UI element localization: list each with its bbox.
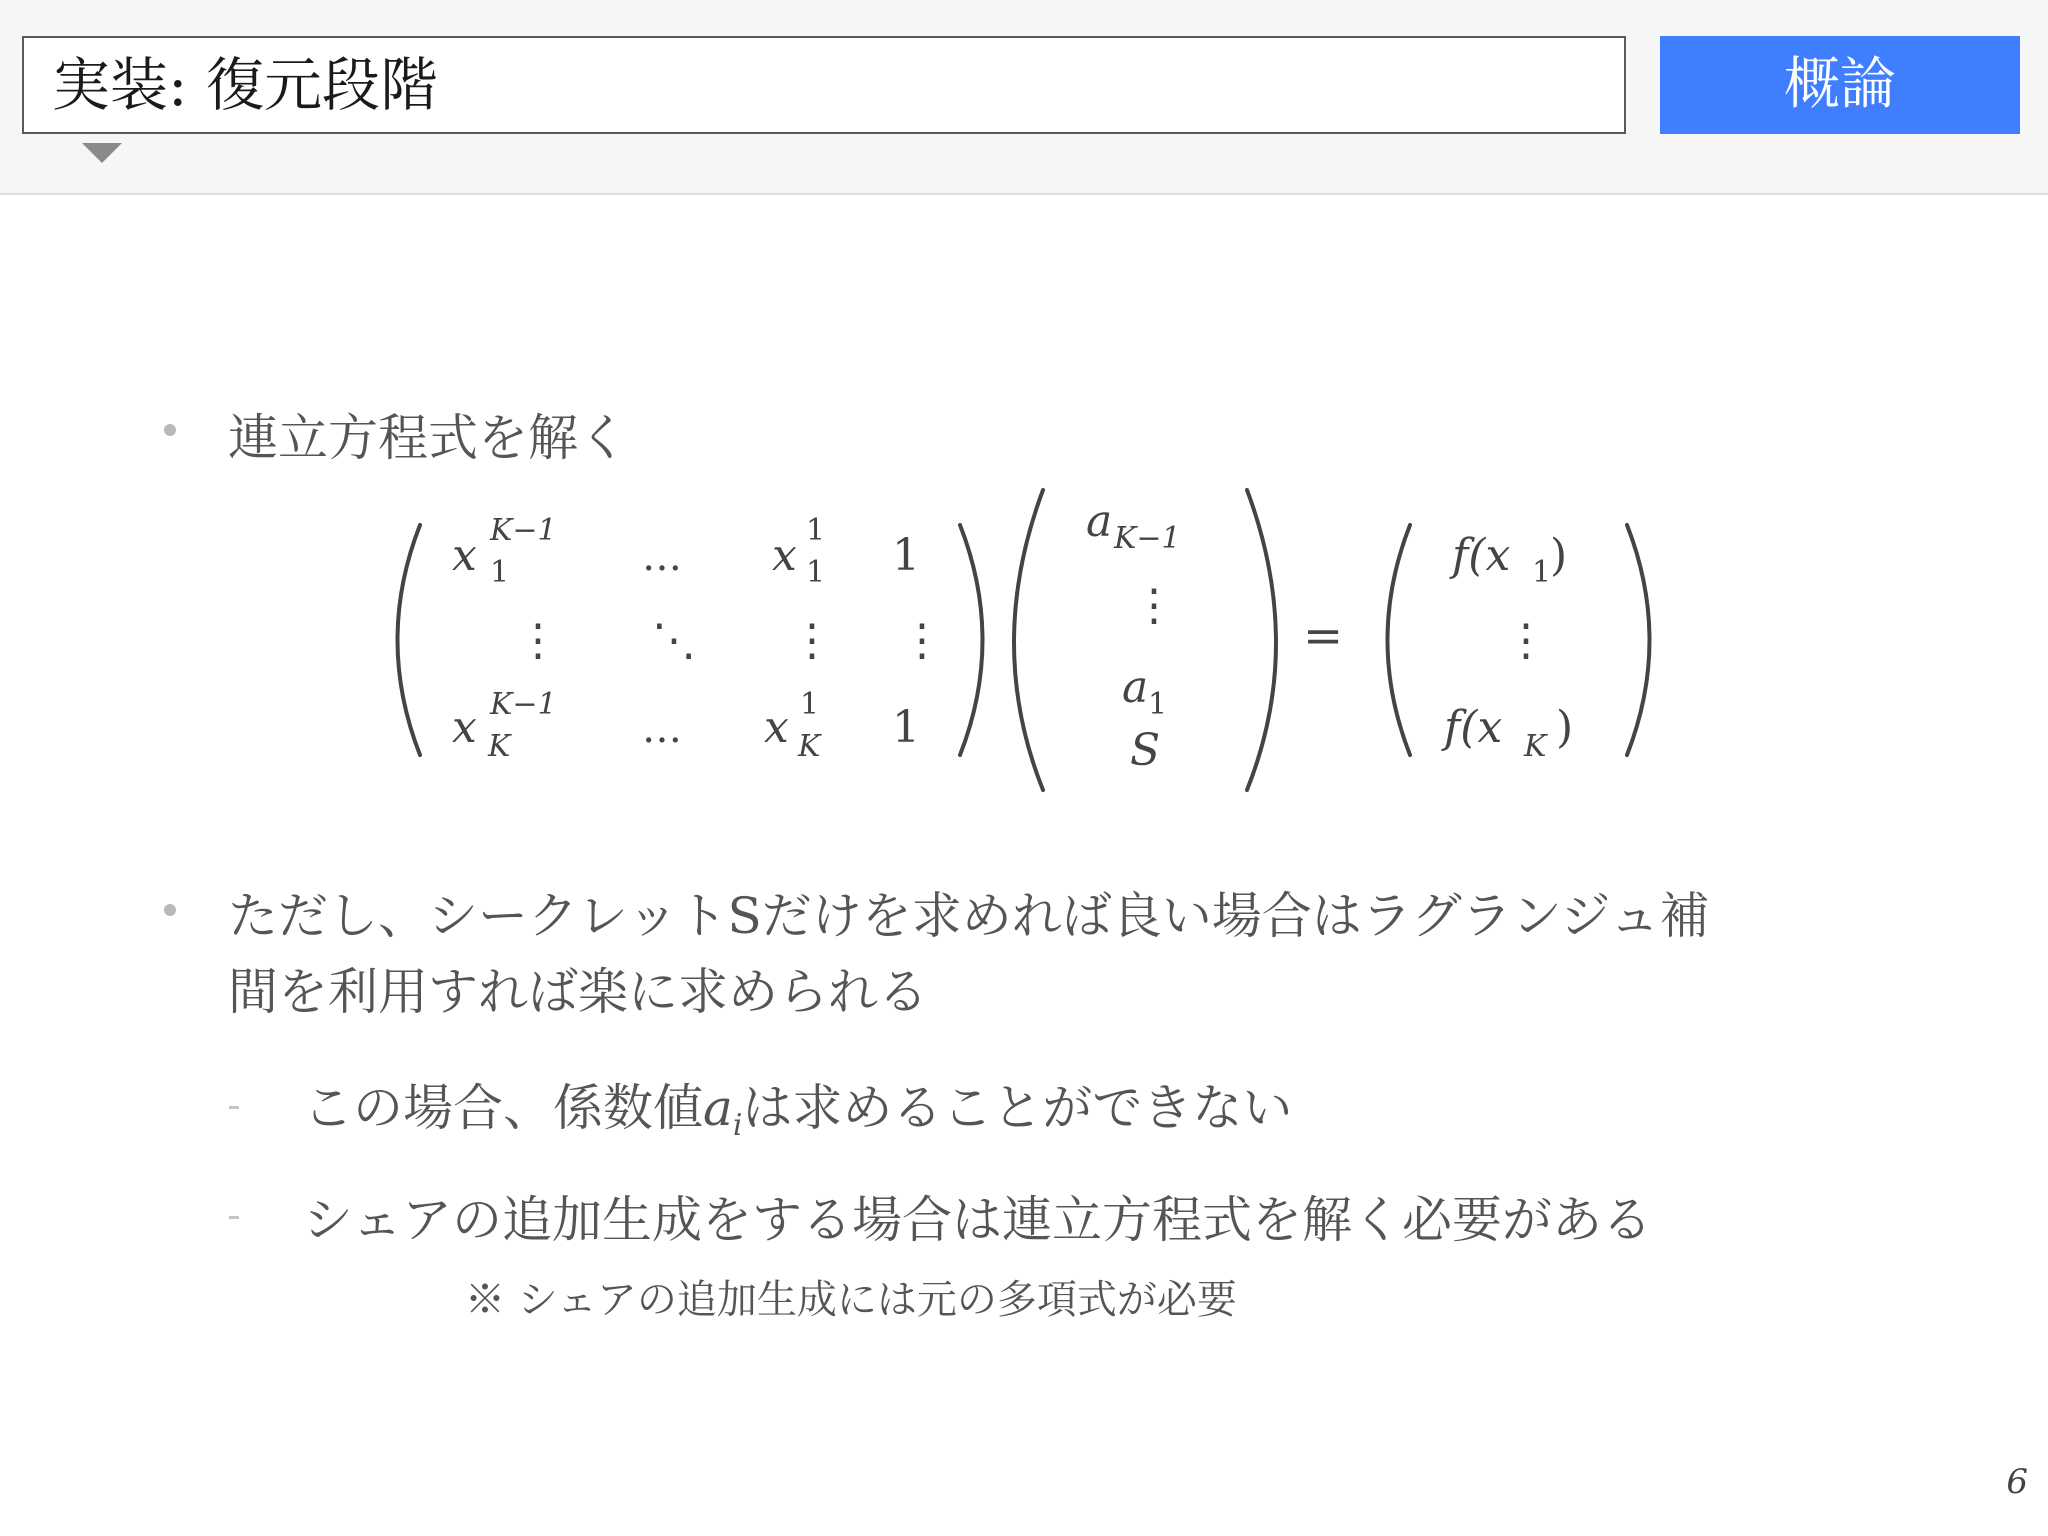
sub-bullet-dash-icon [229, 1106, 239, 1109]
footnote: ※ シェアの追加生成には元の多項式が必要 [465, 1277, 1237, 1323]
title-pointer-icon [82, 143, 122, 163]
matrix-cell-r3c3: x [764, 702, 789, 753]
rhs-entry-f-x1-sub: 1 [1532, 555, 1552, 590]
rhs-entry-vdots: ⋮ [1504, 615, 1548, 666]
bullet-text-2-line1: ただし、シークレットSだけを求めれば良い場合はラグランジュ補 [228, 887, 1710, 945]
vector-entry-a1: a [1122, 662, 1149, 713]
slide-title: 実装: 復元段階 [22, 36, 1626, 134]
vector-entry-a1-sub: 1 [1148, 687, 1168, 722]
matrix-cell-r2c1: ⋮ [516, 615, 560, 666]
coefficient-symbol: a [703, 1079, 733, 1137]
matrix-cell-r3c1-sub: K [488, 729, 511, 764]
rhs-entry-f-x1: f(x [1452, 530, 1511, 581]
section-button[interactable]: 概論 [1660, 36, 2020, 134]
bullet-dot-icon [164, 424, 176, 436]
rhs-entry-f-xK: f(x [1444, 702, 1503, 753]
matrix-cell-r2c2: ⋱ [652, 615, 696, 666]
matrix-cell-r1c3: x [772, 530, 797, 581]
vector-entry-vdots: ⋮ [1132, 580, 1176, 631]
vector-left-paren [1014, 490, 1043, 790]
page-number: 6 [2006, 1462, 2028, 1502]
matrix-cell-r3c4: 1 [892, 702, 920, 753]
rhs-entry-f-x1-close: ) [1550, 530, 1568, 581]
matrix-cell-r3c3-sub: K [798, 729, 821, 764]
vector-entry-aK-1: a [1086, 496, 1113, 547]
sub-bullet-dash-icon [229, 1216, 239, 1219]
matrix-cell-r2c4: ⋮ [900, 615, 944, 666]
matrix-cell-r2c3: ⋮ [790, 615, 834, 666]
coefficient-subscript: i [732, 1108, 743, 1143]
matrix-cell-r1c1-sup: K−1 [490, 513, 557, 548]
rhs-entry-f-xK-close: ) [1556, 702, 1574, 753]
matrix-cell-r1c1: x [452, 530, 477, 581]
sub-item-1 [303, 1068, 1292, 1143]
bullet-dot-icon [164, 904, 176, 916]
matrix-cell-r3c1-sup: K−1 [490, 687, 557, 722]
vector-right-paren [1247, 490, 1276, 790]
sub-item-1-post: は求めることができない [742, 1079, 1293, 1137]
linear-system-equation [370, 470, 1680, 810]
matrix-right-paren [960, 525, 983, 755]
bullet-text-1: 連立方程式を解く [228, 409, 628, 467]
matrix-left-paren [398, 525, 421, 755]
matrix-cell-r1c1-sub: 1 [490, 555, 510, 590]
matrix-cell-r3c2: … [642, 706, 682, 752]
bullet-text-2-line2: 間を利用すれば楽に求められる [228, 963, 928, 1021]
sub-item-2: シェアの追加生成をする場合は連立方程式を解く必要がある [303, 1191, 1652, 1249]
equals-sign: = [1303, 608, 1344, 664]
matrix-cell-r1c4: 1 [892, 530, 920, 581]
matrix-cell-r3c3-sup: 1 [800, 687, 820, 722]
matrix-cell-r3c1: x [452, 702, 477, 753]
rhs-entry-f-xK-sub: K [1524, 729, 1547, 764]
vector-entry-S: S [1130, 725, 1161, 776]
matrix-cell-r1c3-sup: 1 [806, 513, 826, 548]
matrix-cell-r1c2: … [642, 534, 682, 580]
matrix-cell-r1c3-sub: 1 [806, 555, 826, 590]
vector-entry-aK-1-sub: K−1 [1114, 521, 1181, 556]
slide-header [0, 0, 2048, 195]
rhs-left-paren [1388, 525, 1411, 755]
sub-item-1-pre: この場合、係数値 [303, 1079, 703, 1137]
rhs-right-paren [1627, 525, 1650, 755]
